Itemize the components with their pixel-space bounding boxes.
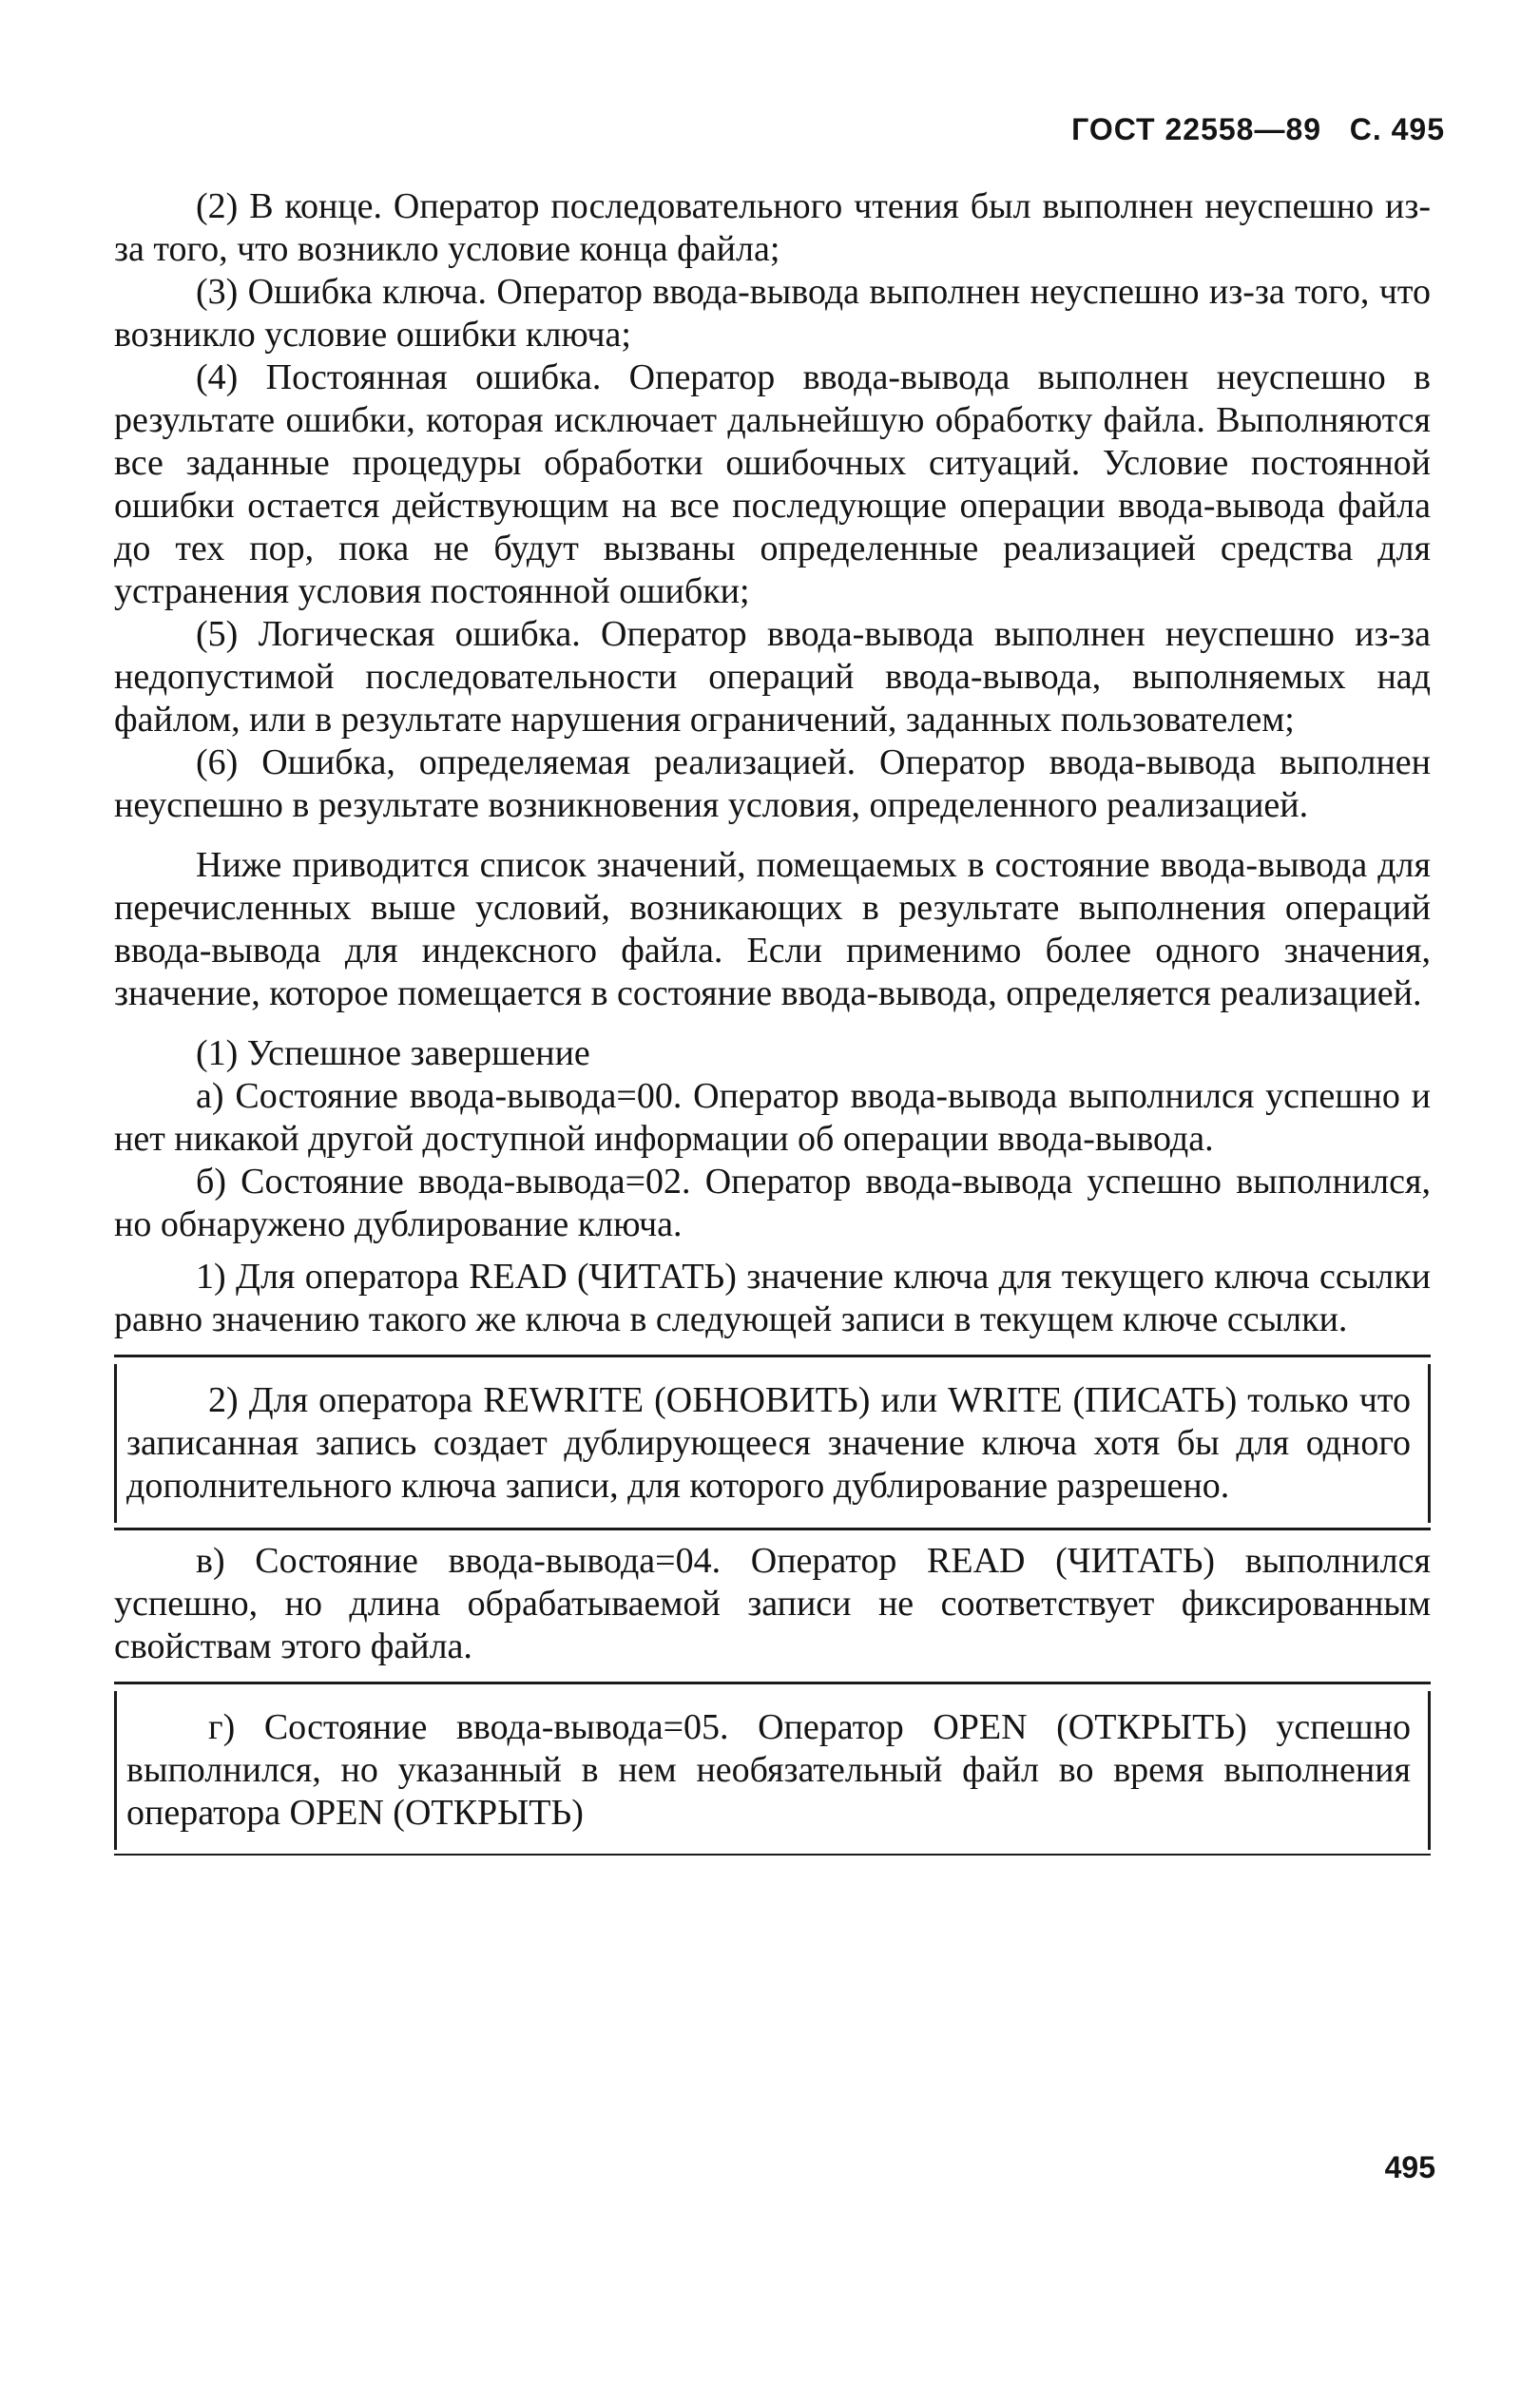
running-header xyxy=(951,112,1445,147)
paragraph-success-heading: (1) Успешное завершение xyxy=(196,1033,590,1073)
paragraph-status-00: а) Состояние ввода-вывода=00. Оператор ввода-вывода выполнился успешно и нет никакой другой доступной информации об операции ввода-вывода. xyxy=(114,1076,1431,1159)
paragraph-implementation-error: (6) Ошибка, определяемая реализацией. Оператор ввода-вывода выполнен неуспешно в результате возникновения условия, определенного реализацией. xyxy=(114,742,1431,825)
boxed-amendment-rewrite xyxy=(114,1364,1431,1523)
paragraph-logic-error: (5) Логическая ошибка. Оператор ввода-вывода выполнен неуспешно из-за недопустимой последовательности операций ввода-вывода, выполняемых над файлом, или в результате нарушения ограничений, заданных пользователем; xyxy=(114,614,1431,740)
paragraph-permanent-error: (4) Постоянная ошибка. Оператор ввода-вывода выполнен неуспешно в результате ошибки, которая исключает дальнейшую обработку файла. Выполняются все заданные процедуры обработки ошибочных ситуаций. Условие постоянной ошибки остается действующим на все последующие операции ввода-вывода файла до тех пор, пока не будут вызваны определенные реализацией средства для устранения условия постоянной ошибки; xyxy=(114,357,1431,611)
standard-designation: ГОСТ 22558—89 xyxy=(1071,112,1322,146)
paragraph-status-02: б) Состояние ввода-вывода=02. Оператор ввода-вывода успешно выполнился, но обнаружено дублирование ключа. xyxy=(114,1162,1431,1244)
page-number: 495 xyxy=(1384,2150,1435,2184)
boxed-amendment-open xyxy=(114,1691,1431,1850)
paragraph-key-error: (3) Ошибка ключа. Оператор ввода-вывода выполнен неуспешно из-за того, что возникло условие ошибки ключа; xyxy=(114,272,1431,355)
paragraph-end-of-file: (2) В конце. Оператор последовательного чтения был выполнен неуспешно из-за того, что возникло условие конца файла; xyxy=(114,186,1431,269)
paragraph-status-04: в) Состояние ввода-вывода=04. Оператор READ (ЧИТАТЬ) выполнился успешно, но длина обрабатываемой записи не соответствует фиксированным свойствам этого файла. xyxy=(114,1541,1431,1666)
paragraph-rewrite-duplicate: 2) Для оператора REWRITE (ОБНОВИТЬ) или WRITE (ПИСАТЬ) только что записанная запись создает дублирующееся значение ключа хотя бы для одного дополнительного ключа записи, для которого дублирование разрешено. xyxy=(126,1380,1411,1506)
paragraph-read-duplicate: 1) Для оператора READ (ЧИТАТЬ) значение ключа для текущего ключа ссылки равно значению такого же ключа в следующей записи в текущем ключе ссылки. xyxy=(114,1257,1431,1339)
paragraph-status-05: г) Состояние ввода-вывода=05. Оператор OPEN (ОТКРЫТЬ) успешно выполнился, но указанный в нем необязательный файл во время выполнения оператора OPEN (ОТКРЫТЬ) xyxy=(126,1707,1411,1833)
header-page-ref: С. 495 xyxy=(1349,112,1445,146)
body-text xyxy=(114,185,1431,1850)
paragraph-status-list-intro: Ниже приводится список значений, помещаемых в состояние ввода-вывода для перечисленных выше условий, возникающих в результате выполнения операций ввода-вывода для индексного файла. Если применимо более одного значения, значение, которое помещается в состояние ввода-вывода, определяется реализацией. xyxy=(114,845,1431,1013)
